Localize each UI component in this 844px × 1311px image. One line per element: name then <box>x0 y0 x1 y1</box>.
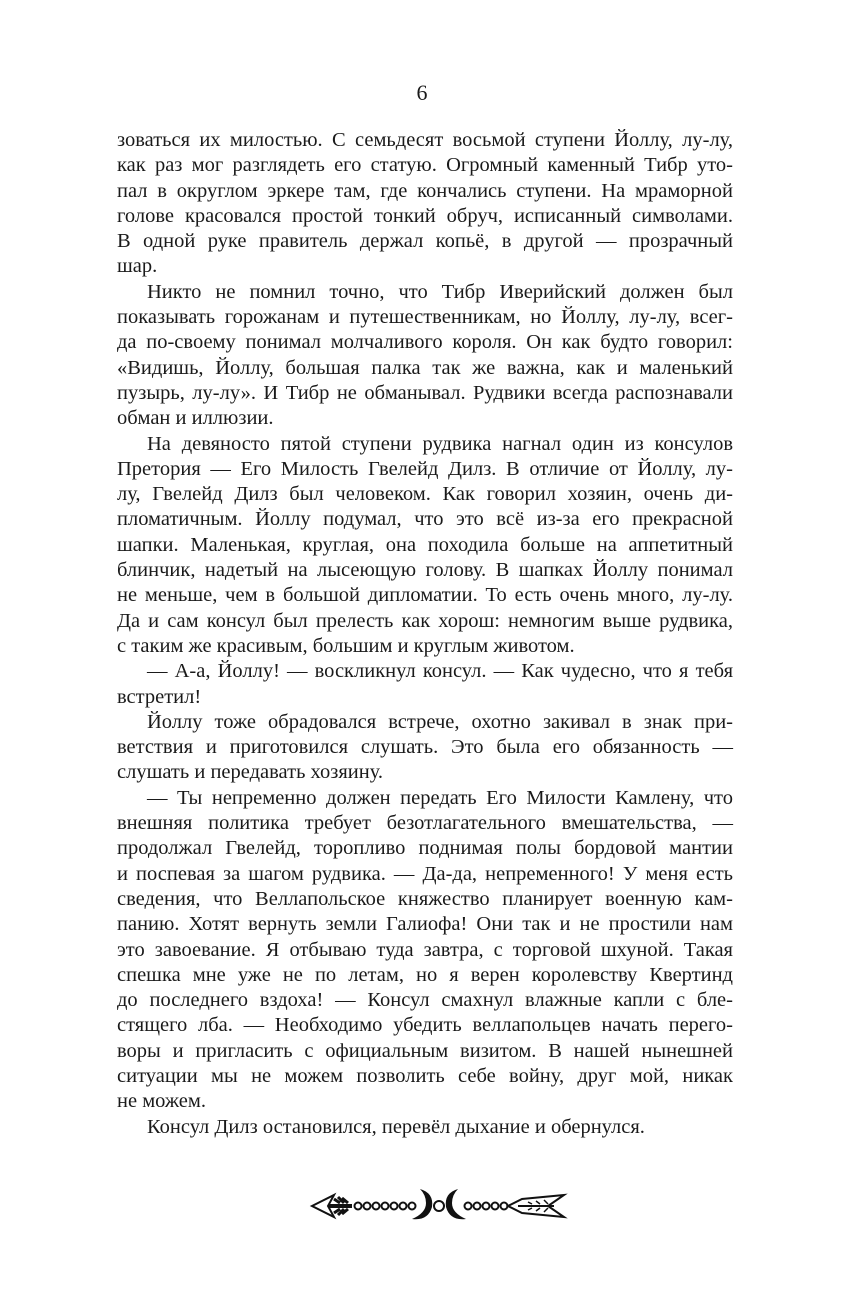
text-line: воры и пригласить с официальным визитом. В нашей нынешней <box>117 1039 733 1062</box>
text-line: сведения, что Веллапольское княжество планирует военную кам- <box>117 887 733 910</box>
paragraph <box>117 128 733 280</box>
text-line: шар. <box>117 255 158 278</box>
paragraph <box>117 659 733 710</box>
text-line: не меньше, чем в большой дипломатии. То есть очень много, лу-лу. <box>117 584 733 607</box>
text-line: не можем. <box>117 1090 206 1113</box>
paragraph <box>117 432 733 660</box>
text-line: — А-а, Йоллу! — воскликнул консул. — Как чудесно, что я тебя <box>147 660 733 683</box>
text-line: слушать и передавать хозяину. <box>117 761 384 784</box>
body-text <box>117 128 733 1140</box>
text-line: стящего лба. — Необходимо убедить веллапольцев начать перего- <box>117 1014 733 1037</box>
text-line: продолжал Гвелейд, торопливо поднимая полы бордовой мантии <box>117 837 733 860</box>
paragraph <box>117 280 733 432</box>
text-line: Претория — Его Милость Гвелейд Дилз. В отличие от Йоллу, лу- <box>117 457 733 480</box>
paragraph <box>117 786 733 1115</box>
text-line: да по-своему понимал молчаливого короля. Он как будто говорил: <box>117 331 733 354</box>
text-line: шапки. Маленькая, круглая, она походила больше на аппетитный <box>117 533 733 556</box>
text-line: показывать горожанам и путешественникам, но Йоллу, лу-лу, всег- <box>117 306 733 329</box>
text-line: обман и иллюзии. <box>117 407 274 430</box>
text-line: Никто не помнил точно, что Тибр Иверийский должен был <box>147 280 733 303</box>
text-line: «Видишь, Йоллу, большая палка так же важна, как и маленький <box>117 356 733 379</box>
text-line: панию. Хотят вернуть земли Галиофа! Они так и не простили нам <box>117 913 733 936</box>
page-number: 6 <box>416 80 428 105</box>
text-line: голове красовался простой тонкий обруч, исписанный символами. <box>117 204 733 227</box>
text-line: как раз мог разглядеть его статую. Огромный каменный Тибр уто- <box>117 154 733 177</box>
text-line: Консул Дилз остановился, перевёл дыхание и обернулся. <box>147 1115 645 1138</box>
text-line: и поспевая за шагом рудвика. — Да-да, непременного! У меня есть <box>117 862 733 885</box>
text-line: Йоллу тоже обрадовался встрече, охотно закивал в знак при- <box>147 710 733 733</box>
arrow-moons-divider-icon <box>308 1183 570 1225</box>
text-line: встретил! <box>117 685 202 708</box>
text-line: внешняя политика требует безотлагательного вмешательства, — <box>117 812 733 835</box>
text-line: лу, Гвелейд Дилз был человеком. Как говорил хозяин, очень ди- <box>117 483 733 506</box>
text-line: зоваться их милостью. С семьдесят восьмой ступени Йоллу, лу-лу, <box>117 129 733 151</box>
paragraph <box>117 1115 733 1140</box>
text-line: пал в округлом эркере там, где кончались ступени. На мраморной <box>117 179 733 202</box>
text-line: пломатичным. Йоллу подумал, что это всё из-за его прекрасной <box>117 508 733 531</box>
text-line: пузырь, лу-лу». И Тибр не обманывал. Рудвики всегда распознавали <box>117 381 733 404</box>
text-line: с таким же красивым, большим и круглым животом. <box>117 634 575 657</box>
text-line: спешка мне уже не по летам, но я верен королевству Квертинд <box>117 963 733 986</box>
text-line: На девяносто пятой ступени рудвика нагнал один из консулов <box>147 432 733 455</box>
text-line: ситуации мы не можем позволить себе войну, друг мой, никак <box>117 1064 733 1087</box>
text-line: это завоевание. Я отбываю туда завтра, с торговой шхуной. Такая <box>117 938 733 961</box>
paragraph <box>117 710 733 786</box>
text-line: Да и сам консул был прелесть как хорош: немногим выше рудвика, <box>117 609 733 632</box>
text-line: блинчик, надетый на лысеющую голову. В шапках Йоллу понимал <box>117 559 733 582</box>
text-line: до последнего вздоха! — Консул смахнул влажные капли с бле- <box>117 989 733 1012</box>
text-line: — Ты непременно должен передать Его Милости Камлену, что <box>147 786 733 809</box>
text-line: ветствия и приготовился слушать. Это была его обязанность — <box>117 736 733 759</box>
text-line: В одной руке правитель держал копьё, в другой — прозрачный <box>117 230 733 253</box>
